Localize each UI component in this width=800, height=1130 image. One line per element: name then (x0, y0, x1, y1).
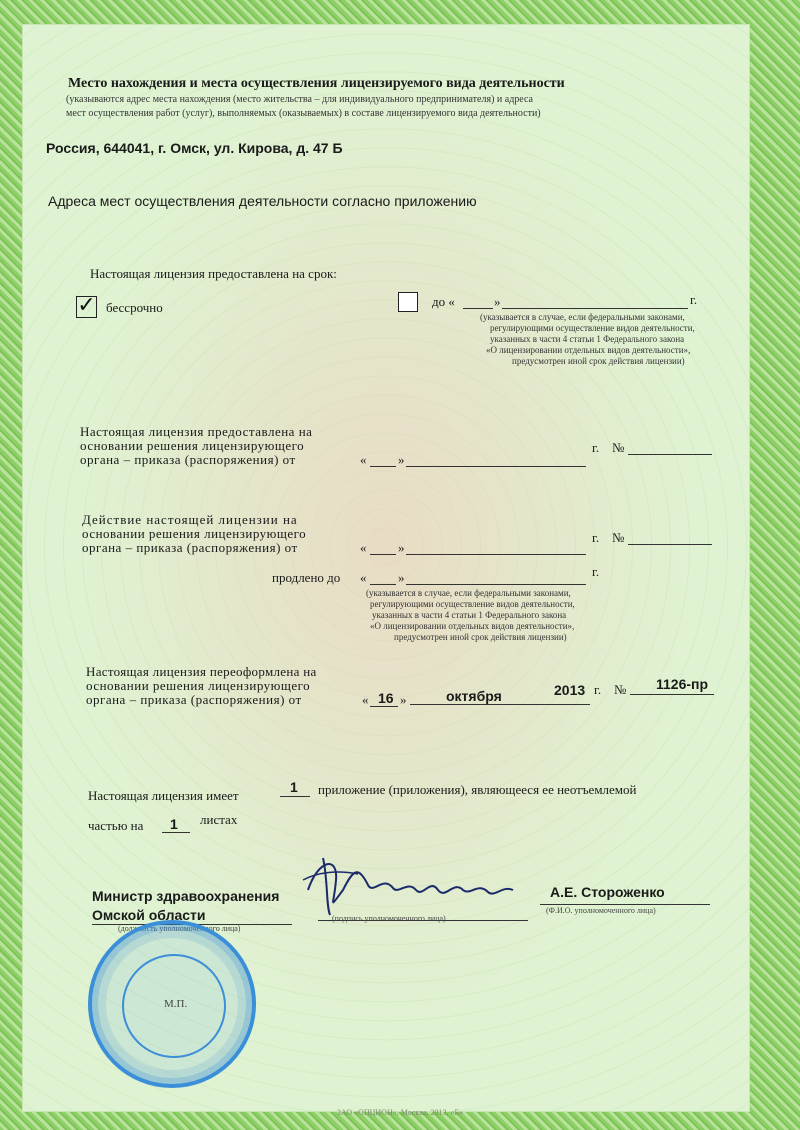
reissued-day: 16 (378, 690, 394, 706)
license-address: Россия, 644041, г. Омск, ул. Кирова, д. 47 Б (46, 140, 343, 156)
prolonged-date-open: « (360, 570, 367, 585)
granted-year-suffix: г. (592, 440, 600, 455)
extended-day-line (370, 554, 396, 555)
term-note-4: «О лицензировании отдельных видов деятельности», (486, 345, 691, 355)
reissued-line-3: органа – приказа (распоряжения) от (86, 692, 302, 707)
stamp-label: М.П. (164, 998, 188, 1010)
appendix-sheets-line (162, 832, 190, 833)
granted-date-close: » (398, 452, 405, 467)
extended-line-3: органа – приказа (распоряжения) от (82, 540, 298, 555)
prolonged-year-suffix: г. (592, 564, 600, 579)
reissued-year-suffix: г. (594, 682, 602, 697)
term-date-line (502, 308, 688, 309)
reissued-number-label: № (614, 682, 627, 697)
extended-year-suffix: г. (592, 530, 600, 545)
reissued-month: октября (446, 688, 502, 704)
extended-number-line (628, 544, 712, 545)
granted-date-open: « (360, 452, 367, 467)
prolonged-note-1: (указывается в случае, если федеральными законами, (366, 588, 571, 598)
prolonged-date-close: » (398, 570, 405, 585)
granted-line-1: Настоящая лицензия предоставлена на (80, 424, 313, 439)
name-line (540, 904, 710, 905)
header-title: Место нахождения и места осуществления лицензируемого вида деятельности (68, 76, 565, 91)
extended-date-close: » (398, 540, 405, 555)
signer-position-1: Министр здравоохранения (92, 888, 280, 904)
term-quote-close: » (494, 294, 501, 309)
reissued-date-line (410, 704, 590, 705)
term-note-5: предусмотрен иной срок действия лицензии) (512, 356, 685, 366)
prolonged-date-line (406, 584, 586, 585)
extended-date-open: « (360, 540, 367, 555)
addresses-note: Адреса мест осуществления деятельности согласно приложению (48, 193, 477, 209)
header-subtitle-1: (указываются адрес места нахождения (место жительства – для индивидуального предпринимателя) и адреса (66, 94, 533, 105)
appendix-count-line (280, 796, 310, 797)
term-day-line (463, 308, 493, 309)
reissued-line-2: основании решения лицензирующего (86, 678, 311, 693)
term-note-2: регулирующими осуществление видов деятельности, (490, 323, 695, 333)
granted-number-line (628, 454, 712, 455)
prolonged-note-2: регулирующими осуществление видов деятельности, (370, 599, 575, 609)
term-indefinite-label: бессрочно (106, 300, 163, 315)
checkbox-until (398, 292, 418, 312)
appendix-sheets-prefix: частью на (88, 818, 144, 833)
term-year-suffix: г. (690, 292, 698, 307)
term-note-1: (указывается в случае, если федеральными законами, (480, 312, 685, 322)
signature-caption: (подпись уполномоченного лица) (332, 914, 446, 923)
reissued-date-open: « (362, 692, 369, 707)
prolonged-day-line (370, 584, 396, 585)
prolonged-note-4: «О лицензировании отдельных видов деятельности», (370, 621, 575, 631)
extended-line-2: основании решения лицензирующего (82, 526, 307, 541)
reissued-line-1: Настоящая лицензия переоформлена на (86, 664, 317, 679)
prolonged-note-3: указанных в части 4 статьи 1 Федерального закона (372, 610, 567, 620)
term-note-3: указанных в части 4 статьи 1 Федерального закона (490, 334, 685, 344)
appendix-suffix: приложение (приложения), являющееся ее неотъемлемой (318, 782, 637, 797)
position-caption: (должность уполномоченного лица) (118, 924, 241, 933)
appendix-sheets-suffix: листах (200, 812, 238, 827)
check-icon: ✓ (77, 293, 96, 318)
granted-number-label: № (612, 440, 625, 455)
signer-name: А.Е. Стороженко (550, 884, 665, 900)
reissued-day-line (370, 706, 398, 707)
extended-number-label: № (612, 530, 625, 545)
reissued-year: 2013 (554, 682, 586, 698)
appendix-count: 1 (290, 779, 298, 795)
prolonged-note-5: предусмотрен иной срок действия лицензии) (394, 632, 567, 642)
granted-line-2: основании решения лицензирующего (80, 438, 305, 453)
granted-day-line (370, 466, 396, 467)
extended-line-1: Действие настоящей лицензии на (82, 512, 298, 527)
prolonged-label: продлено до (272, 570, 341, 585)
extended-date-line (406, 554, 586, 555)
printer-footer: ЗАО «ОПЦИОН», Москва, 2013, «Б» (336, 1108, 464, 1117)
reissued-number-line (630, 694, 714, 695)
granted-date-line (406, 466, 586, 467)
reissued-number: 1126-пр (656, 676, 709, 692)
signer-position-2: Омской области (92, 907, 206, 923)
appendix-sheets: 1 (170, 816, 178, 832)
reissued-date-close: » (400, 692, 407, 707)
name-caption: (Ф.И.О. уполномоченного лица) (546, 906, 656, 915)
granted-line-3: органа – приказа (распоряжения) от (80, 452, 296, 467)
appendix-prefix: Настоящая лицензия имеет (88, 788, 239, 803)
checkbox-indefinite (76, 293, 97, 318)
header-subtitle-2: мест осуществления работ (услуг), выполняемых (оказываемых) в составе лицензируемого вида деятельности) (66, 108, 541, 119)
term-heading: Настоящая лицензия предоставлена на срок: (90, 266, 337, 281)
term-until-label: до « (432, 294, 455, 309)
